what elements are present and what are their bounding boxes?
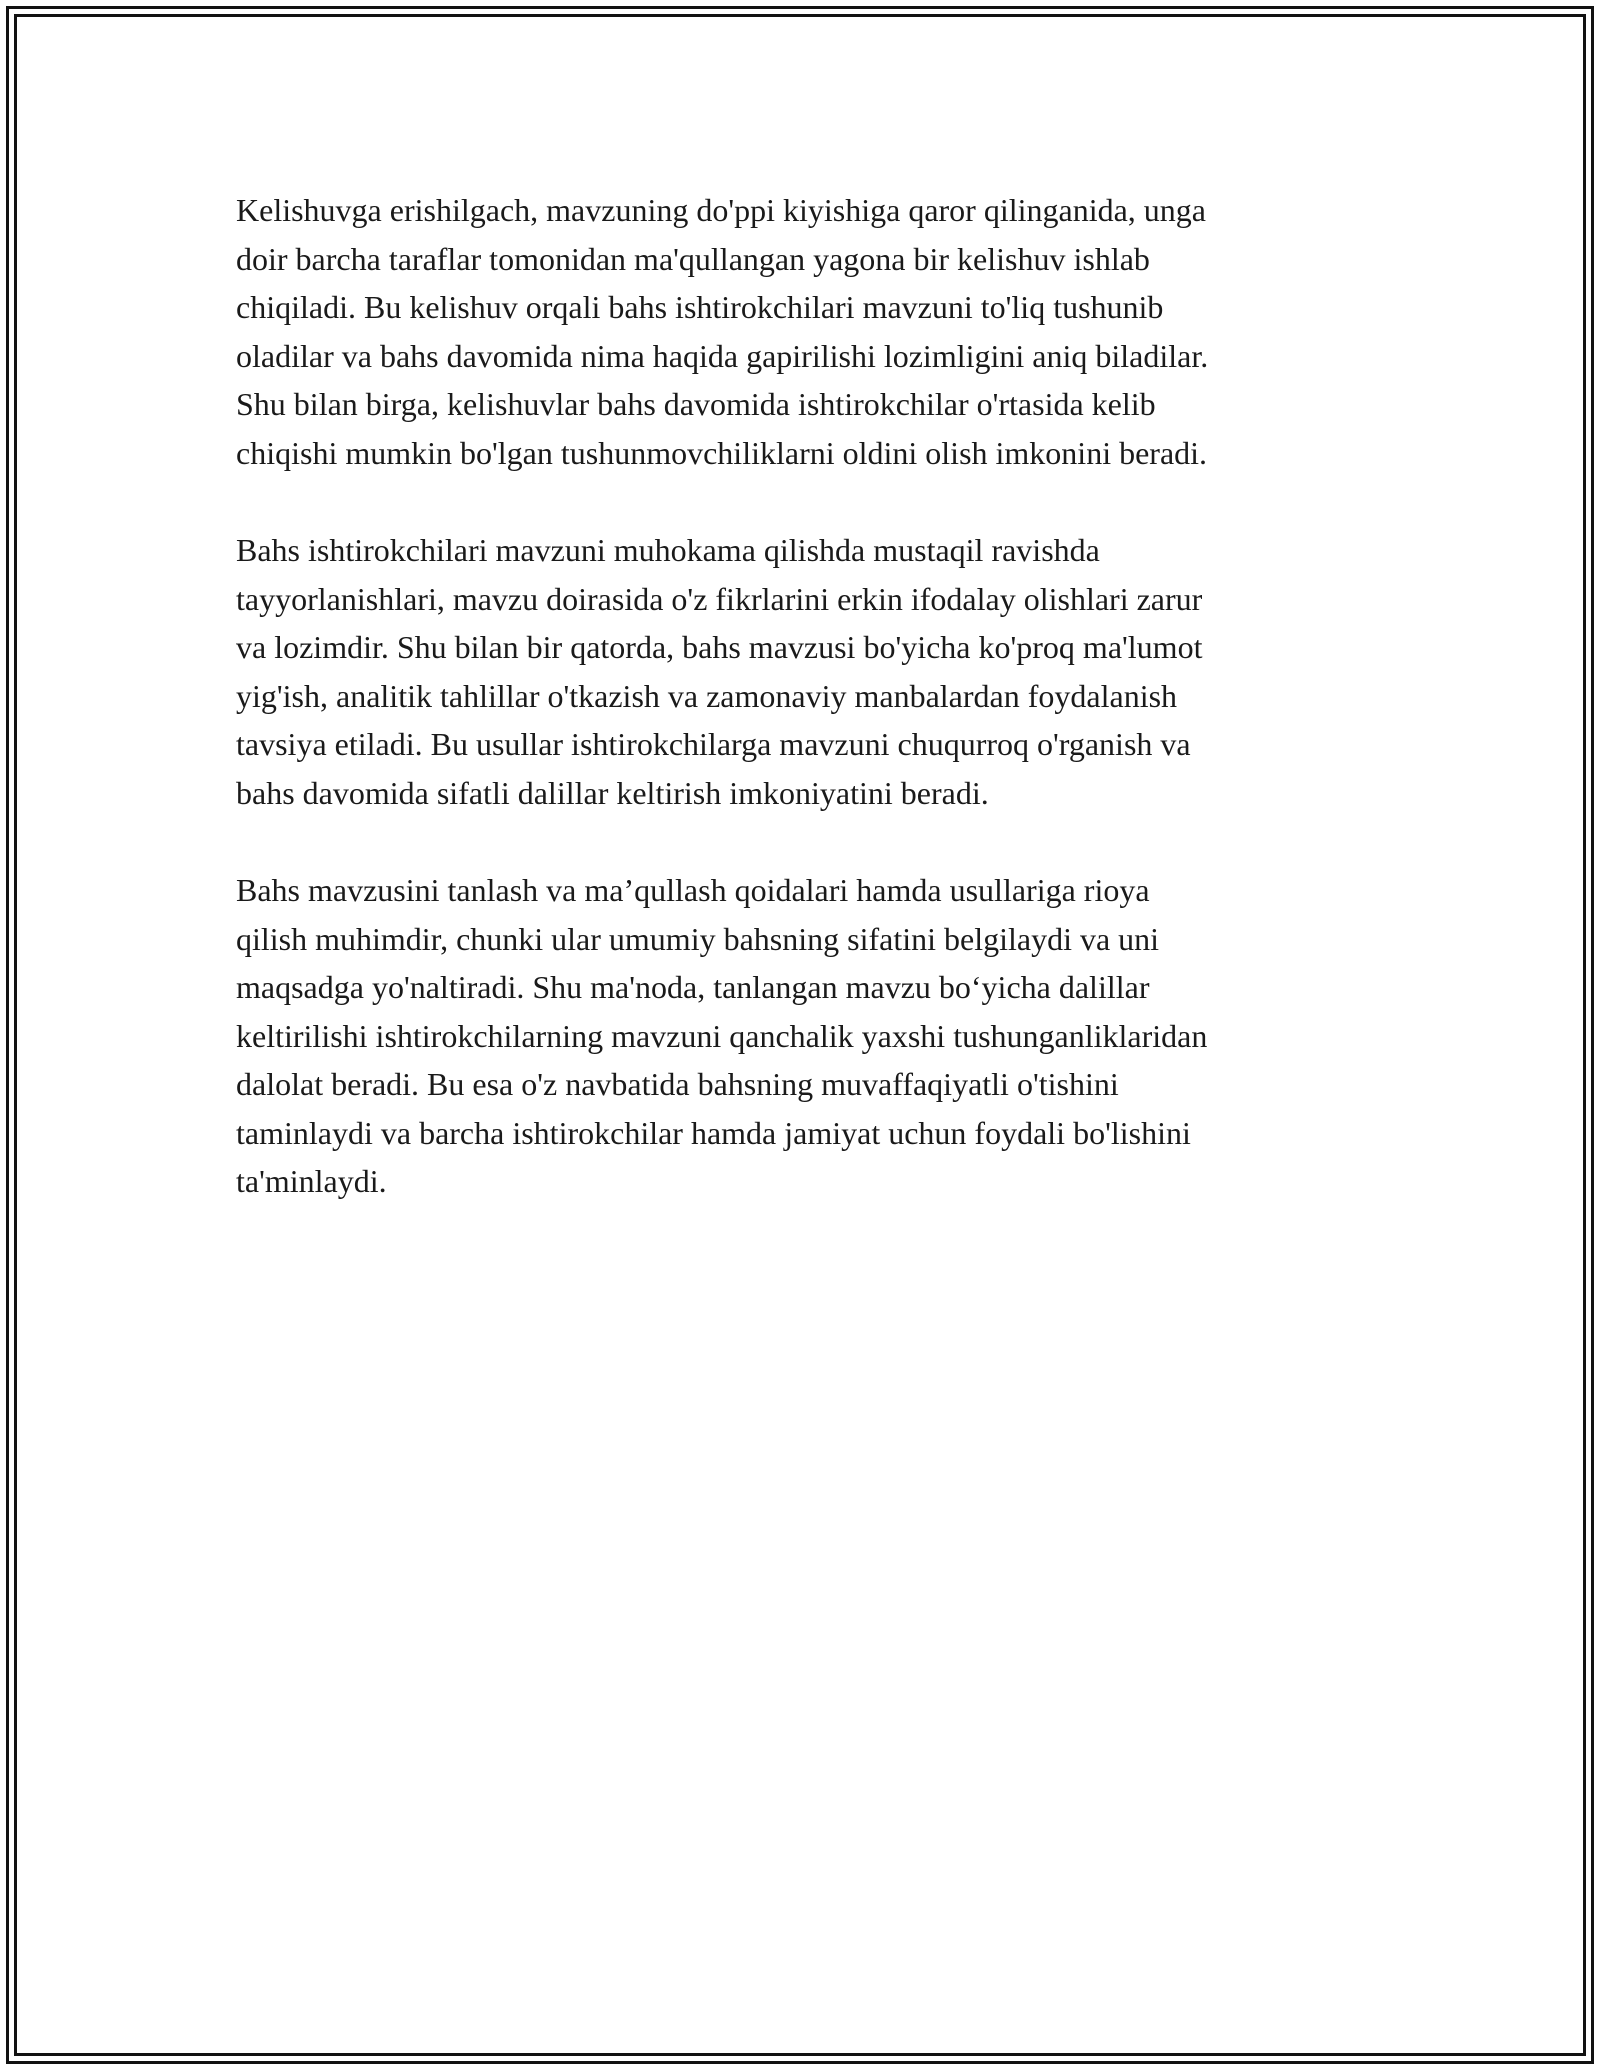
document-body — [236, 186, 1356, 1255]
paragraph-1: Kelishuvga erishilgach, mavzuning do'ppi kiyishiga qaror qilinganida, unga doir barcha taraflar tomonidan ma'qullangan yagona bir kelishuv ishlab chiqiladi. Bu kelishuv orqali bahs ishtirokchilari mavzuni to'liq tushunib oladilar va bahs davomida nima haqida gapirilishi lozimligini aniq biladilar. Shu bilan birga, kelishuvlar bahs davomida ishtirokchilar o'rtasida kelib chiqishi mumkin bo'lgan tushunmovchiliklarni oldini olish imkonini beradi. — [236, 192, 1209, 471]
paragraph-3: Bahs mavzusini tanlash va ma’qullash qoidalari hamda usullariga rioya qilish muhimdir, chunki ular umumiy bahsning sifatini belgilaydi va uni maqsadga yo'naltiradi. Shu ma'noda, tanlangan mavzu bo‘yicha dalillar keltirilishi ishtirokchilarning mavzuni qanchalik yaxshi tushunganliklaridan dalolat beradi. Bu esa o'z navbatida bahsning muvaffaqiyatli o'tishini taminlaydi va barcha ishtirokchilar hamda jamiyat uchun foydali bo'lishini ta'minlaydi. — [236, 872, 1208, 1199]
paragraph-2: Bahs ishtirokchilari mavzuni muhokama qilishda mustaqil ravishda tayyorlanishlari, mavzu doirasida o'z fikrlarini erkin ifodalay olishlari zarur va lozimdir. Shu bilan bir qatorda, bahs mavzusi bo'yicha ko'proq ma'lumot yig'ish, analitik tahlillar o'tkazish va zamonaviy manbalardan foydalanish tavsiya etiladi. Bu usullar ishtirokchilarga mavzuni chuqurroq o'rganish va bahs davomida sifatli dalillar keltirish imkoniyatini beradi. — [236, 532, 1203, 811]
